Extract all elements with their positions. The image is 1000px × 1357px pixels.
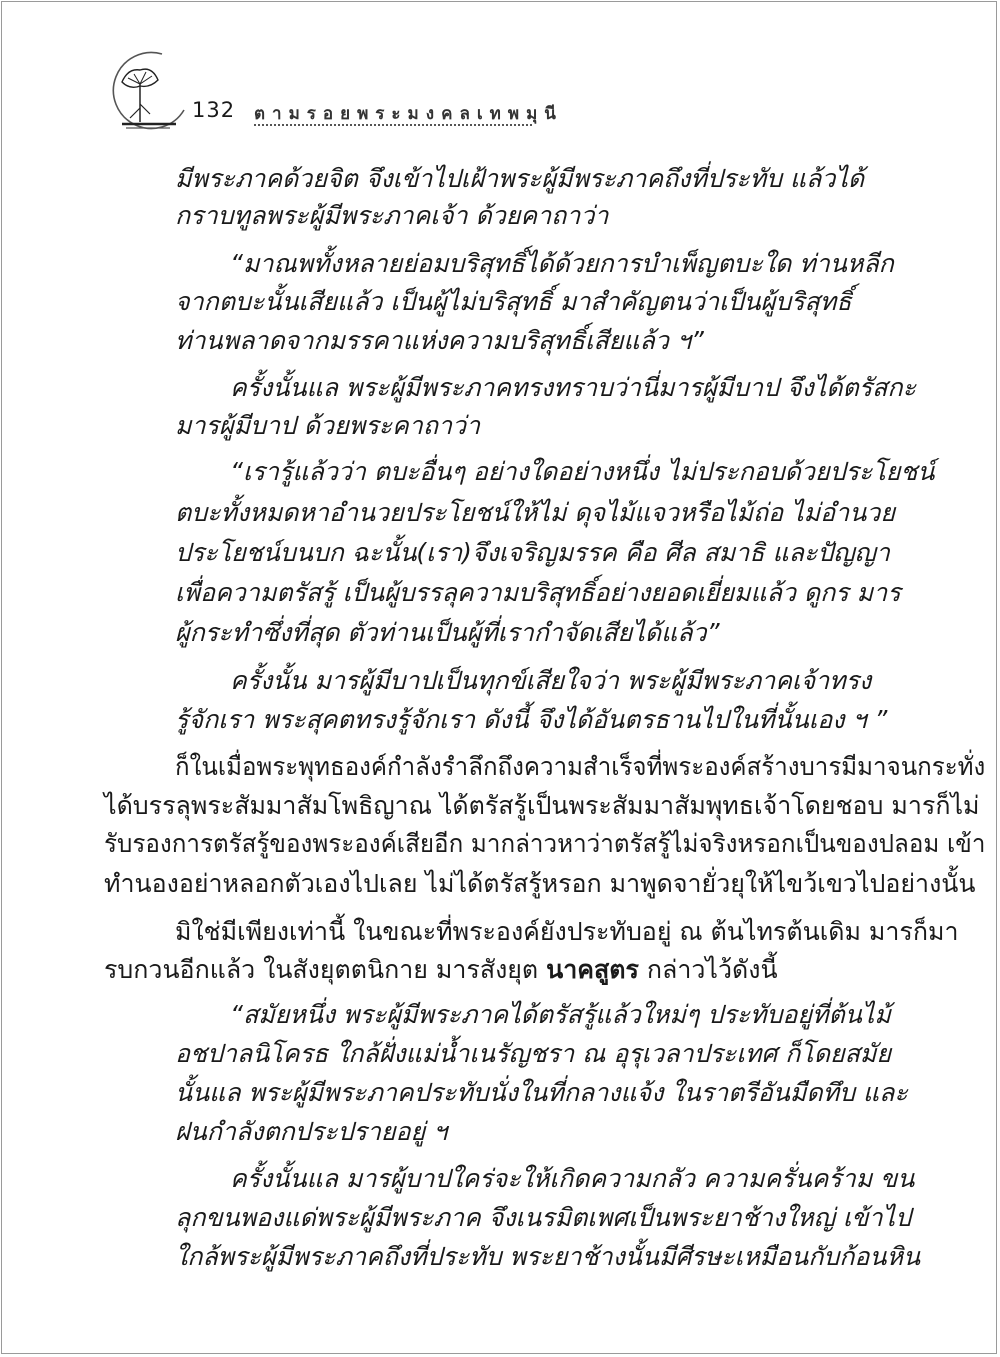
text-segment: กล่าวไว้ดังนี้: [646, 955, 778, 984]
text-line: ผู้กระทำซึ่งที่สุด ตัวท่านเป็นผู้ที่เรากำจัดเสียได้แล้ว”: [175, 618, 720, 647]
text-line: ครั้งนั้นแล พระผู้มีพระภาคทรงทราบว่านี่มารผู้มีบาป จึงได้ตรัสกะ: [230, 373, 916, 402]
text-line: [104, 955, 778, 985]
text-line: ได้บรรลุพระสัมมาสัมโพธิญาณ ได้ตรัสรู้เป็นพระสัมมาสัมพุทธเจ้าโดยชอบ มารก็ไม่: [104, 791, 980, 820]
text-line: ท่านพลาดจากมรรคาแห่งความบริสุทธิ์เสียแล้ว ฯ”: [175, 326, 704, 355]
text-line: กราบทูลพระผู้มีพระภาคเจ้า ด้วยคาถาว่า: [175, 201, 609, 230]
text-line: มิใช่มีเพียงเท่านี้ ในขณะที่พระองค์ยังประทับอยู่ ณ ต้นไทรต้นเดิม มารก็มา: [175, 917, 959, 946]
text-line: มารผู้มีบาป ด้วยพระคาถาว่า: [175, 411, 481, 440]
text-line: “สมัยหนึ่ง พระผู้มีพระภาคได้ตรัสรู้แล้วใหม่ๆ ประทับอยู่ที่ต้นไม้: [230, 1000, 891, 1029]
text-line: ครั้งนั้นแล มารผู้บาปใคร่จะให้เกิดความกลัว ความครั่นคร้าม ขน: [230, 1164, 915, 1193]
text-line: ใกล้พระผู้มีพระภาคถึงที่ประทับ พระยาช้างนั้นมีศีรษะเหมือนกับก้อนหิน: [175, 1242, 921, 1271]
text-line: รับรองการตรัสรู้ของพระองค์เสียอีก มากล่าวหาว่าตรัสรู้ไม่จริงหรอกเป็นของปลอม เข้า: [104, 829, 986, 858]
running-title: ตามรอยพระมงคลเทพมุนี: [254, 104, 563, 124]
text-line: นั้นแล พระผู้มีพระภาคประทับนั่งในที่กลางแจ้ง ในราตรีอันมืดทึบ และ: [175, 1078, 908, 1107]
text-line: ลุกขนพองแด่พระผู้มีพระภาค จึงเนรมิตเพศเป็นพระยาช้างใหญ่ เข้าไป: [175, 1203, 911, 1232]
text-line: ครั้งนั้น มารผู้มีบาปเป็นทุกข์เสียใจว่า พระผู้มีพระภาคเจ้าทรง: [230, 666, 872, 695]
text-line: รู้จักเรา พระสุคตทรงรู้จักเรา ดังนี้ จึงได้อันตรธานไปในที่นั้นเอง ฯ ”: [175, 705, 888, 734]
text-line: อชปาลนิโครธ ใกล้ฝั่งแม่น้ำเนรัญชรา ณ อุรุเวลาประเทศ ก็โดยสมัย: [175, 1039, 891, 1068]
sutta-name: นาคสูตร: [546, 955, 639, 984]
text-line: ก็ในเมื่อพระพุทธองค์กำลังรำลึกถึงความสำเร็จที่พระองค์สร้างบารมีมาจนกระทั่ง: [175, 752, 986, 781]
text-segment: รบกวนอีกแล้ว ในสังยุตตนิกาย มารสังยุต: [104, 955, 539, 984]
text-line: ตบะทั้งหมดหาอำนวยประโยชน์ให้ไม่ ดุจไม้แจวหรือไม้ถ่อ ไม่อำนวย: [175, 498, 895, 527]
text-line: “มาณพทั้งหลายย่อมบริสุทธิ์ได้ด้วยการบำเพ็ญตบะใด ท่านหลีก: [230, 249, 894, 278]
page-number: 132: [192, 98, 236, 122]
text-line: “เรารู้แล้วว่า ตบะอื่นๆ อย่างใดอย่างหนึ่ง ไม่ประกอบด้วยประโยชน์: [230, 457, 935, 486]
header-dotted-rule: [254, 124, 532, 126]
text-line: ทำนองอย่าหลอกตัวเองไปเลย ไม่ได้ตรัสรู้หรอก มาพูดจายั่วยุให้ไขว้เขวไปอย่างนั้น: [104, 869, 976, 898]
text-line: เพื่อความตรัสรู้ เป็นผู้บรรลุความบริสุทธิ์อย่างยอดเยี่ยมแล้ว ดูกร มาร: [175, 578, 901, 607]
text-line: จากตบะนั้นเสียแล้ว เป็นผู้ไม่บริสุทธิ์ มาสำคัญตนว่าเป็นผู้บริสุทธิ์: [175, 287, 852, 316]
text-line: ฝนกำลังตกประปรายอยู่ ฯ: [175, 1117, 448, 1146]
text-line: ประโยชน์บนบก ฉะนั้น(เรา)จึงเจริญมรรค คือ ศีล สมาธิ และปัญญา: [175, 538, 890, 567]
bodhi-tree-emblem-icon: [104, 48, 190, 134]
text-line: มีพระภาคด้วยจิต จึงเข้าไปเฝ้าพระผู้มีพระภาคถึงที่ประทับ แล้วได้: [175, 164, 865, 193]
